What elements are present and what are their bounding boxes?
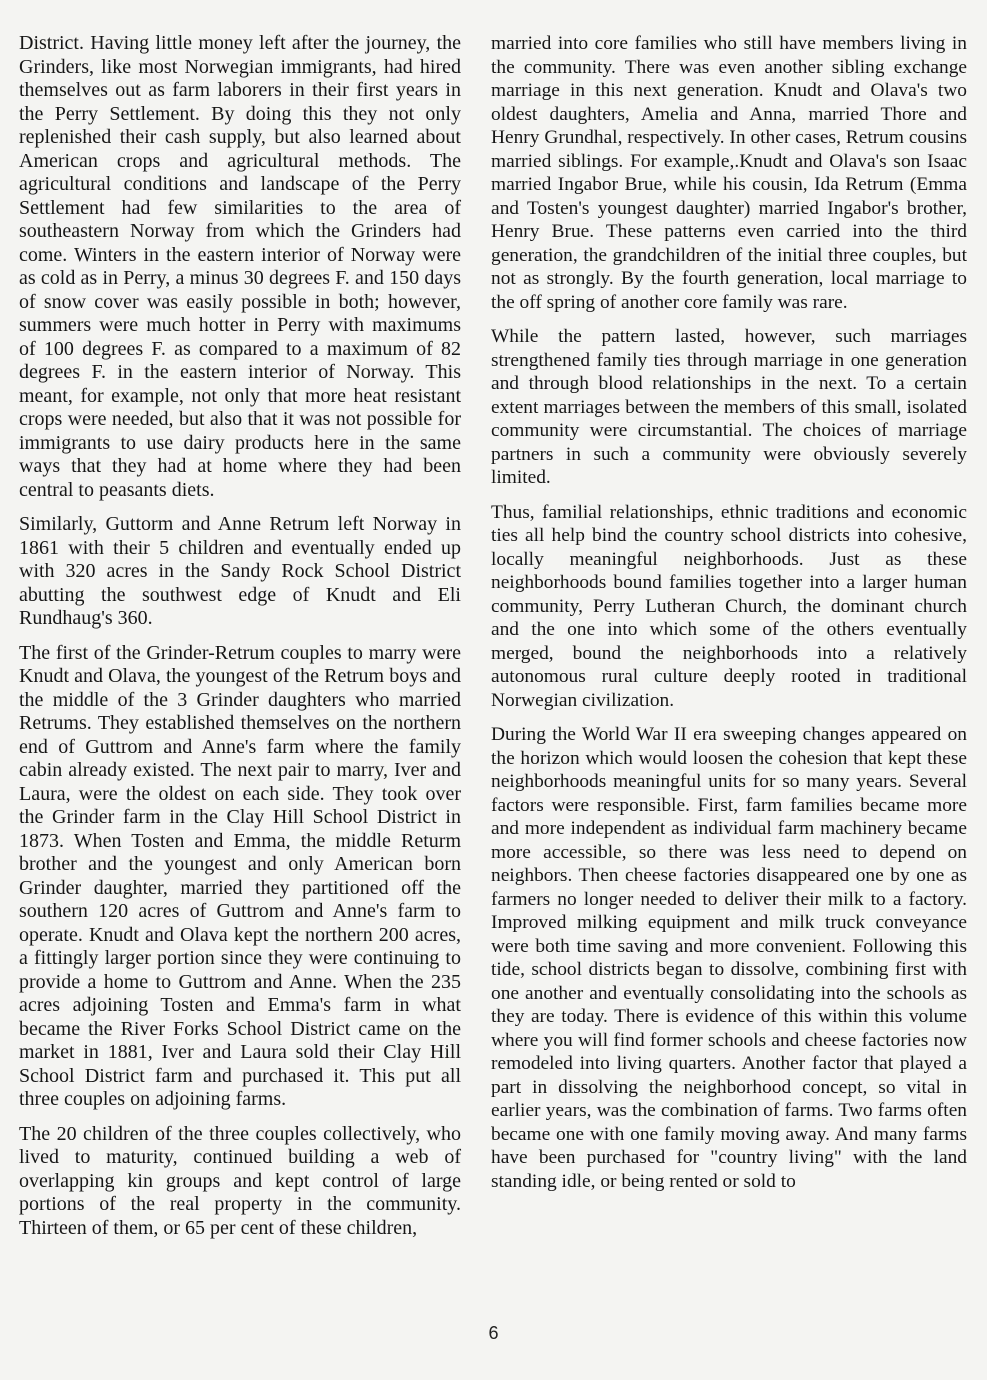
right-column (491, 32, 967, 1204)
paragraph: Similarly, Guttorm and Anne Retrum left Norway in 1861 with their 5 children and eventually ended up with 320 acres in the Sandy Rock School District abutting the southwest edge of Knudt and Eli Rundhaug's 360. (19, 513, 461, 629)
paragraph: Thus, familial relationships, ethnic traditions and economic ties all help bind the country school districts into cohesive, locally meaningful neighborhoods. Just as these neighborhoods bound families together into a larger human community, Perry Lutheran Church, the dominant church and the one into which some of the others eventually merged, bound the neighborhoods into a relatively autonomous rural culture deeply rooted in traditional Norwegian civilization. (491, 501, 967, 711)
paragraph: During the World War II era sweeping changes appeared on the horizon which would loosen the cohesion that kept these neighborhoods meaningful units for so many years. Several factors were responsible. First, farm families became more and more independent as individual farm machinery became more accessible, so there was less need to depend on neighbors. Then cheese factories disappeared one by one as farmers no longer needed to deliver their milk to a factory. Improved milking equipment and milk truck conveyance were both time saving and more convenient. Following this tide, school districts began to dissolve, combining first with one another and eventually consolidating into the schools as they are today. There is evidence of this within this volume where you will find former schools and cheese factories now remodeled into living quarters. Another factor that played a part in dissolving the neighborhood concept, so vital in earlier years, was the combination of farms. Two farms often became one with one family moving away. And many farms have been purchased for "country living" with the land standing idle, or being rented or sold to (491, 724, 967, 1192)
paragraph: The 20 children of the three couples collectively, who lived to maturity, continued building a web of overlapping kin groups and kept control of large portions of the real property in the community. Thirteen of them, or 65 per cent of these children, (19, 1122, 461, 1239)
paragraph: The first of the Grinder-Retrum couples to marry were Knudt and Olava, the youngest of the Retrum boys and the middle of the 3 Grinder daughters who married Retrums. They established themselves on the northern end of Guttrom and Anne's farm where the family cabin already existed. The next pair to marry, Iver and Laura, were the oldest on each side. They took over the Grinder farm in the Clay Hill School District in 1873. When Tosten and Emma, the middle Returm brother and the youngest and only American born Grinder daughter, married they partitioned off the southern 120 acres of Guttrom and Anne's farm to operate. Knudt and Olava kept the northern 200 acres, a fittingly larger portion since they were continuing to provide a home to Guttrom and Anne. When the 235 acres adjoining Tosten and Emma's farm in what became the River Forks School District came on the market in 1881, Iver and Laura sold their Clay Hill School District farm and purchased it. This put all three couples on adjoining farms. (19, 641, 461, 1110)
page-number: 6 (488, 1323, 499, 1343)
paragraph: While the pattern lasted, however, such marriages strengthened family ties through marriage in one generation and through blood relationships in the next. To a certain extent marriages between the members of this small, isolated community were circumstantial. The choices of marriage partners in such a community were obviously severely limited. (491, 326, 967, 488)
paragraph: District. Having little money left after the journey, the Grinders, like most Norwegian immigrants, had hired themselves out as farm laborers in their first years in the Perry Settlement. By doing this they not only replenished their cash supply, but also learned about American crops and agricultural methods. The agricultural conditions and landscape of the Perry Settlement had few similarities to the area of southeastern Norway from which the Grinders had come. Winters in the eastern interior of Norway were as cold as in Perry, a minus 30 degrees F. and 150 days of snow cover was easily possible in both; however, summers were much hotter in Perry with maximums of 100 degrees F. as compared to a maximum of 82 degrees F. in the eastern interior of Norway. This meant, for example, not only that more heat resistant crops were needed, but also that it was not possible for immigrants to use dairy products here in the same ways that they had at home where they had been central to peasants diets. (19, 32, 461, 501)
left-column (19, 32, 461, 1251)
paragraph: married into core families who still have members living in the community. There was even another sibling exchange marriage in this next generation. Knudt and Olava's two oldest daughters, Amelia and Anna, married Thore and Henry Grundhal, respectively. In other cases, Retrum cousins married siblings. For example,.Knudt and Olava's son Isaac married Ingabor Brue, while his cousin, Ida Retrum (Emma and Tosten's youngest daughter) married Ingabor's brother, Henry Brue. These patterns even carried into the third generation, the grandchildren of the initial three couples, but not as strongly. By the fourth generation, local marriage to the off spring of another core family was rare. (491, 33, 967, 313)
